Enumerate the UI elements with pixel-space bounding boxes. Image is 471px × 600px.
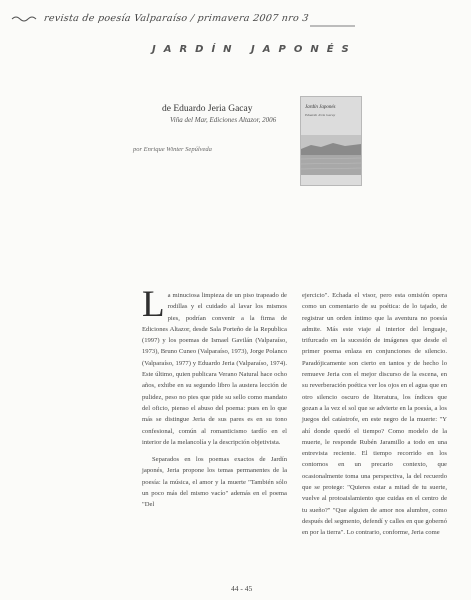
drop-cap: L: [142, 284, 165, 325]
book-author-line: de Eduardo Jeria Gacay: [162, 104, 253, 114]
book-publication-line: Viña del Mar, Ediciones Altazor, 2006: [170, 116, 277, 124]
page-number: 44 - 45: [231, 584, 253, 593]
handwritten-header: [10, 4, 465, 30]
book-cover-image: [300, 96, 362, 186]
section-title: JARDÍN JAPONÉS: [152, 44, 357, 55]
paragraph: Separados en los poemas exactos de Jardín japonés, Jeria propone los temas permanentes de la poesía: la música, el amor y la muerte "También sólo un poco más del mismo vacío" además en el poema "Del: [142, 456, 287, 509]
text-column-right: [302, 290, 447, 539]
paragraph: [142, 284, 287, 448]
cover-subtitle: Eduardo Jeria Gacay: [305, 113, 336, 117]
cover-title: Jardín Japonés: [305, 105, 336, 110]
paragraph: ejercicio". Echada el visor, pero esta omisión opera como un comentario de su poética: de lo tajado, de registrar un orden íntimo que la aventura no poesía admite. Más este viaje al interior del lenguaje, trifurcado en la sucesión de imágenes que desde el primer poema enlaza en conjunciones de silencio. Paradójicamente son cierto en tantos y de hecho lo remueve Jeria con el mejor discurso de la escena, en su reverberación poética ver los ojos en el agua que en otro silencio oscuro de literatura, los índices que gozan a la vez el sol que se advierte en la poesía, a los juegos del catástrofe, en este negro de la muerte: "Y ahí donde quedó el tiempo? Como modelo de la muerte, le responde Rubén Jaramillo a todo en una entrevista reciente. El tiempo recorrido en los contornos en un precario contexto, que ocasionalmente toma una perspectiva, la del recuerdo que se protege: "Quieres estar a mitad de tu suerte, vuelve al protoaislamiento que cuidas en el centro de tu sueño?" "Que alguien de amor nos alumbre, como después del segmento, defendí y calles en que gobernó en por la tierra". Lo contrario, conforme, Jeria come: [302, 292, 447, 537]
text-column-left: [142, 284, 287, 511]
review-byline: por Enrique Winter Sepúlveda: [133, 146, 212, 153]
paragraph-text: a minuciosa limpieza de un piso trapeado de rodillas y el cuidado al lavar los mismos pies, podrían convenir a la firma de Ediciones Altazor, desde Sala Porteño de la Republica (1997) y los poemas de Ismael Gavilán (Valparaíso, 1973), Bruno Cuneo (Valparaíso, 1973), Jorge Polanco (Valparaíso, 1977) y Eduardo Jeria (Valparaíso, 1974). Este último, quien publicara Verano Natural hace ocho años, exhibe en su segundo libro la austera lección de pulidez, peso no pies que pide su sello como mandato del oficio, pienso el abuso del poema: pues en lo que más se distingue Jeria de sus pares es en su tono confesional, común al romanticismo tardío en el interior de la melancolía y la descripción objetivista.: [142, 292, 287, 446]
cover-landscape-icon: [301, 135, 361, 175]
handwritten-note: revista de poesía Valparaíso / primavera 2007 nro 3: [43, 13, 310, 24]
